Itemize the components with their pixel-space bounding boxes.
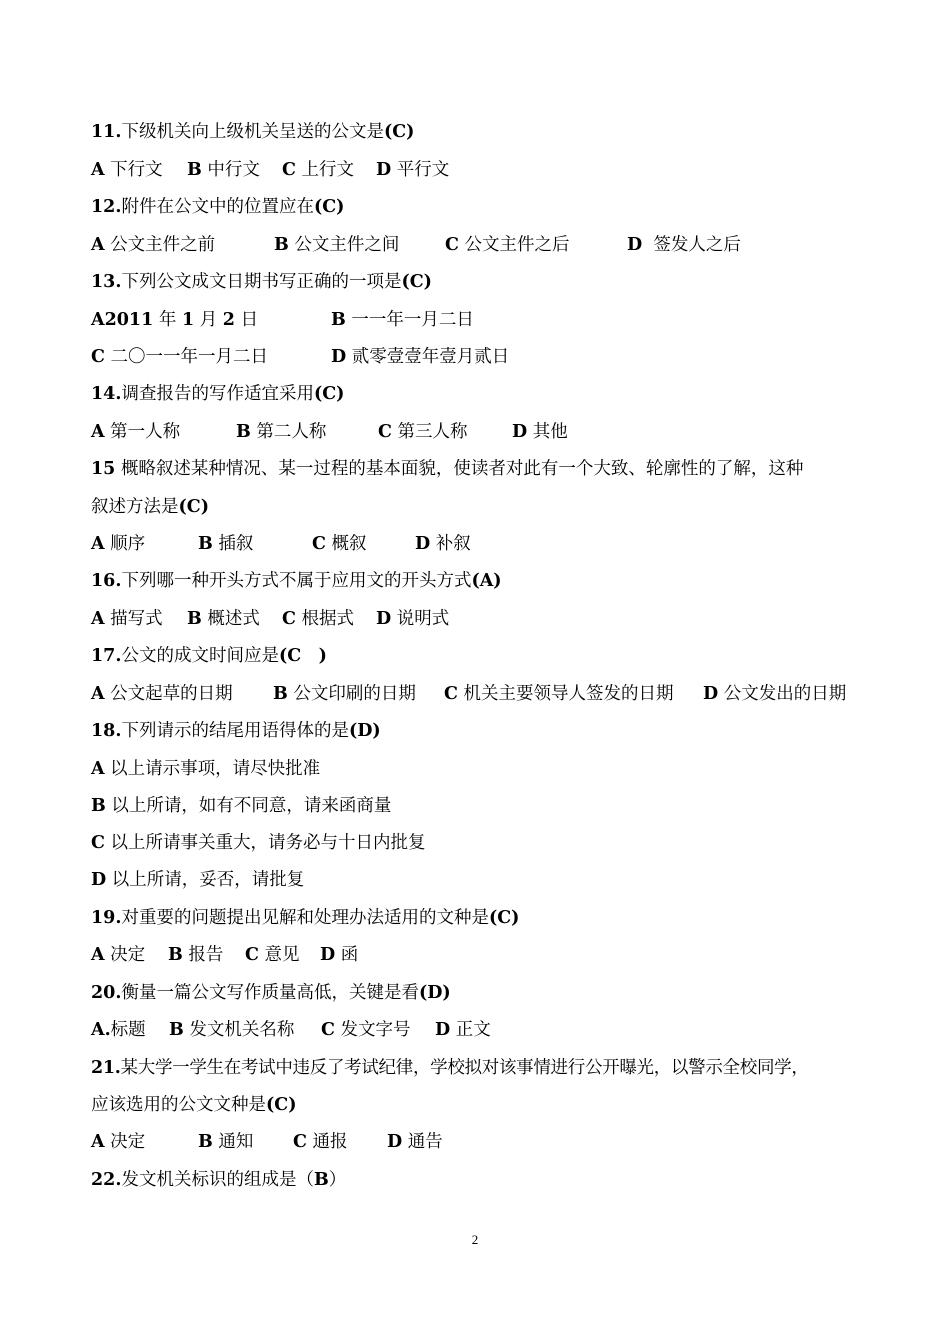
option-a: A 公文主件之前 [91,235,216,255]
question-number: 12. [91,197,122,217]
question-text: 附件在公文中的位置应在 [121,197,314,217]
options-20 [91,1018,491,1042]
question-text: 下列哪一种开头方式不属于应用文的开头方式 [121,571,472,591]
option-b: B 一一年一月二日 [331,310,474,330]
options-16 [91,607,449,631]
question-22: 22.发文机关标识的组成是（B） [91,1170,347,1190]
option-c: C 第三人称 [378,422,468,442]
option-d: D 公文发出的日期 [703,684,847,704]
question-number: 16. [91,571,122,591]
option-c: C 意见 [245,945,300,965]
question-21-cont [91,1093,297,1117]
answer: (C) [178,497,209,517]
answer: (C) [383,122,415,142]
question-text: 某大学一学生在考试中违反了考试纪律，学校拟对该事情进行公开曝光，以警示全校同学， [120,1058,809,1078]
option-c: C 机关主要领导人签发的日期 [444,684,674,704]
option-b: B 插叙 [198,534,254,554]
option-c: C 公文主件之后 [445,235,570,255]
question-number: 17. [91,646,122,666]
answer: (C) [313,197,345,217]
question-11 [91,120,414,144]
question-20 [91,981,451,1005]
option-b: B 通知 [198,1132,254,1152]
option-a: A 公文起草的日期 [91,684,233,704]
option-b: B 第二人称 [236,422,327,442]
answer: (C) [401,272,432,292]
option-a: A 决定 [91,945,146,965]
option-a: A 顺序 [91,534,146,554]
question-text: 下列公文成文日期书写正确的一项是 [121,272,402,292]
answer: (D) [418,983,451,1003]
question-17 [91,644,327,668]
answer: (A) [471,571,502,591]
options-15 [91,532,471,556]
option-c: C 上行文 [282,160,355,180]
option-a: A2011 年 1 月 2 日 [91,310,259,330]
option-b: B 报告 [168,945,224,965]
option-b: B 以上所请，如有不同意，请来函商量 [91,796,392,816]
question-text: 应该选用的公文文种是 [91,1095,266,1115]
question-number: 22. [91,1170,122,1190]
question-number: 19. [91,908,122,928]
option-b: B 中行文 [187,160,260,180]
option-b: B 概述式 [187,609,260,629]
question-13 [91,270,432,294]
option-a: A 下行文 [91,160,163,180]
option-a: A 决定 [91,1132,146,1152]
question-text: 叙述方法是 [91,497,179,517]
answer: (D) [348,721,381,741]
option-d: D 补叙 [415,534,471,554]
question-15 [91,457,803,481]
options-13-ab [91,308,474,332]
question-number: 11. [91,122,122,142]
option-a: A 第一人称 [91,422,181,442]
question-text: 衡量一篇公文写作质量高低，关键是看 [121,983,419,1003]
question-text: 公文的成文时间应是 [121,646,279,666]
options-17 [91,682,846,706]
option-d: D 签发人之后 [627,235,741,255]
option-d: D 贰零壹壹年壹月贰日 [331,347,510,367]
options-12 [91,233,741,257]
option-a: A 描写式 [91,609,163,629]
options-14 [91,420,568,444]
option-a: A.标题 [91,1020,146,1040]
option-a: A 以上请示事项，请尽快批准 [91,759,321,779]
option-d: D 正文 [435,1020,491,1040]
question-15-cont [91,495,209,519]
answer: B [313,1170,329,1190]
answer: (C) [313,384,345,404]
answer: (C ) [278,646,327,666]
options-19 [91,943,358,967]
option-c: C 根据式 [282,609,355,629]
option-d: D 通告 [387,1132,443,1152]
option-c: C 发文字号 [321,1020,411,1040]
question-number: 13. [91,272,122,292]
question-21 [91,1056,809,1080]
question-number: 18. [91,721,122,741]
option-d: D 平行文 [376,160,450,180]
options-21 [91,1130,443,1154]
question-number: 21. [91,1058,121,1078]
option-c: C 以上所请事关重大，请务必与十日内批复 [91,833,426,853]
options-11 [91,158,449,182]
question-text: 发文机关标识的组成是（ [121,1170,314,1190]
question-18 [91,719,381,743]
question-text: 下列请示的结尾用语得体的是 [121,721,349,741]
answer: (C) [488,908,520,928]
option-d: D 其他 [512,422,568,442]
page-number: 2 [471,1232,479,1247]
question-text: 调查报告的写作适宜采用 [121,384,314,404]
question-number: 14. [91,384,122,404]
question-14 [91,382,344,406]
option-b: B 公文主件之间 [274,235,400,255]
question-16 [91,569,502,593]
option-d: D 以上所请，妥否，请批复 [91,870,305,890]
question-text: 下级机关向上级机关呈送的公文是 [121,122,384,142]
option-d: D 说明式 [376,609,450,629]
question-12 [91,195,344,219]
option-b: B 发文机关名称 [169,1020,295,1040]
question-text: 概略叙述某种情况、某一过程的基本面貌，使读者对此有一个大致、轮廓性的了解，这种 [120,459,804,479]
question-number: 20. [91,983,122,1003]
option-c: C 通报 [293,1132,348,1152]
question-19 [91,906,519,930]
option-c: C 二〇一一年一月二日 [91,347,269,367]
question-text: 对重要的问题提出见解和处理办法适用的文种是 [121,908,489,928]
answer: (C) [266,1095,297,1115]
option-c: C 概叙 [312,534,367,554]
options-13-cd [91,345,509,369]
question-number: 15 [91,459,116,479]
option-b: B 公文印刷的日期 [273,684,416,704]
option-d: D 函 [320,945,359,965]
